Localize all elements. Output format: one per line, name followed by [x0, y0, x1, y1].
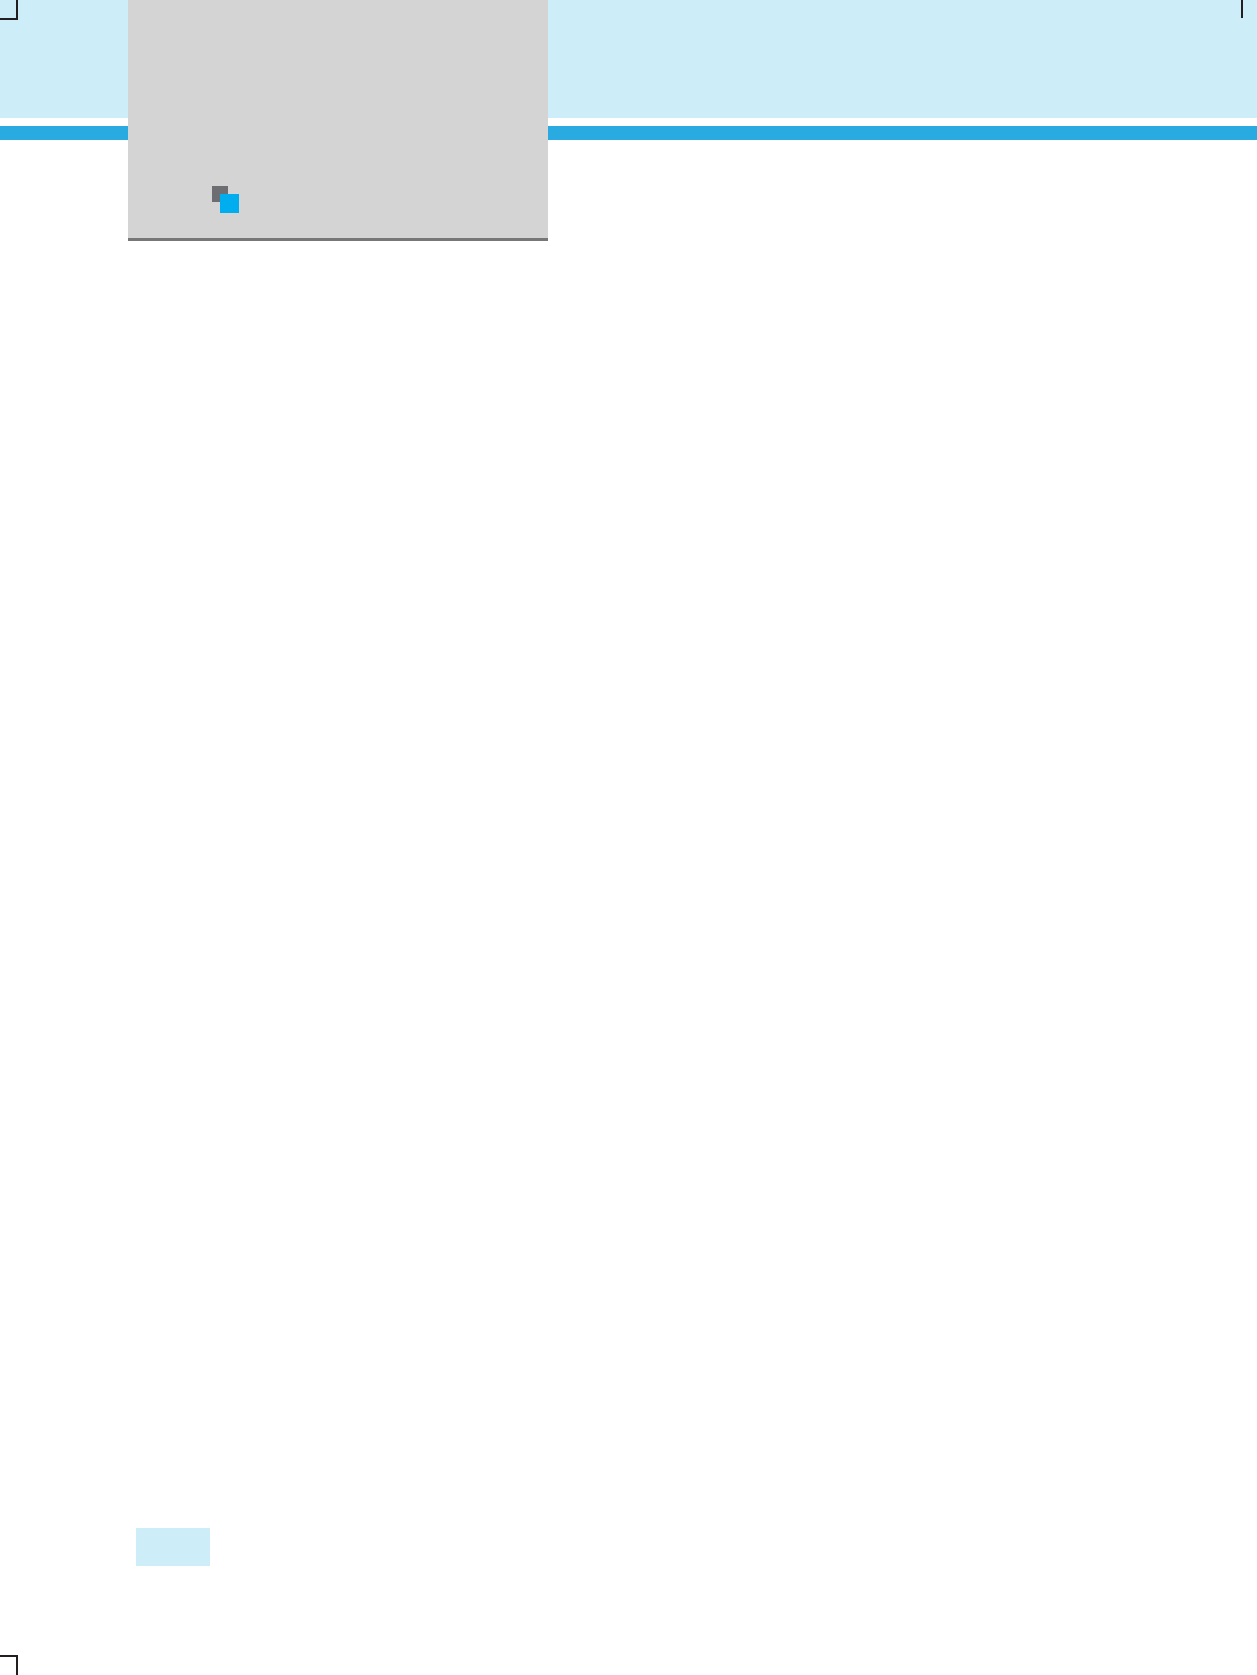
header-gray-panel [128, 0, 548, 241]
binding-energy-chart [140, 585, 770, 945]
page-number-box [136, 1528, 210, 1566]
chapter-logo-square-blue [220, 194, 239, 213]
crop-mark-top-left [0, 0, 18, 20]
crop-mark-top-right [1241, 0, 1243, 18]
crop-mark-bottom-left [0, 1655, 18, 1675]
